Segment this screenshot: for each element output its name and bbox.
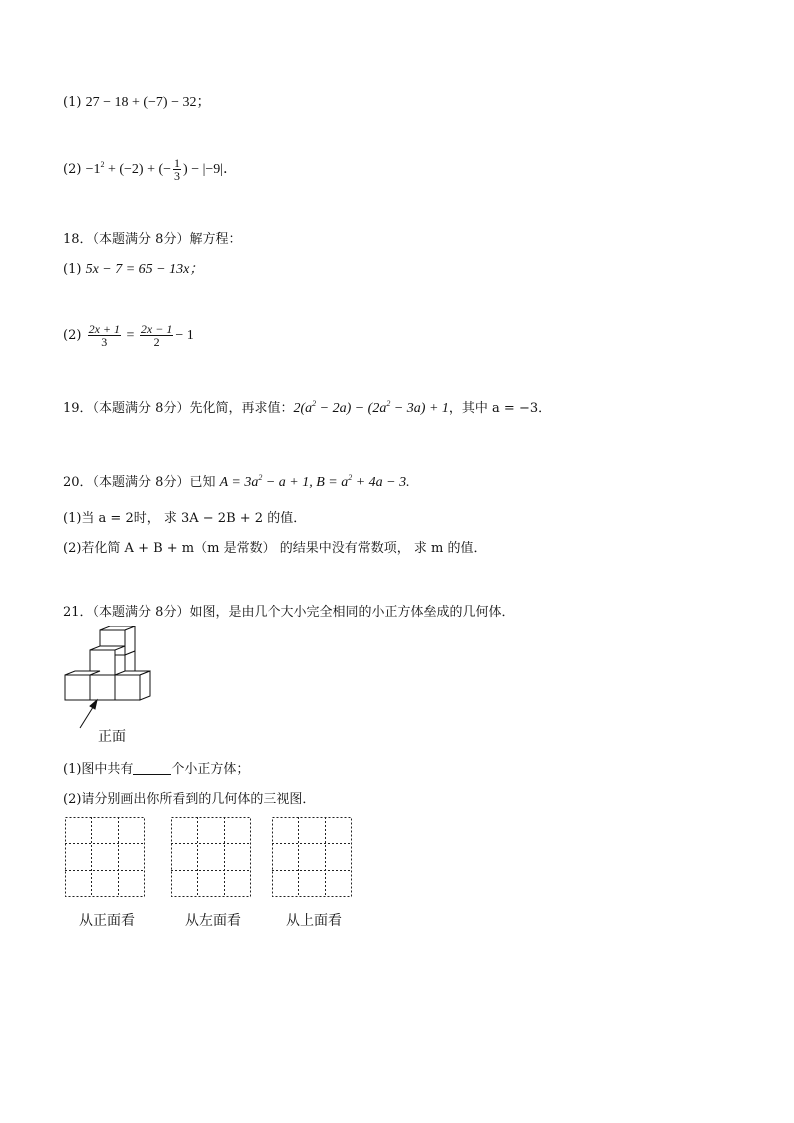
answer-blank[interactable] [133, 762, 171, 775]
cube-face [90, 675, 115, 700]
p17-item1 [63, 94, 210, 112]
front-label: 正面 [98, 729, 126, 745]
p20-item1: (1)当 a = 2时， 求 3A − 2B + 2 的值． [63, 511, 307, 526]
expr-part: − 1 [175, 328, 194, 343]
expr-part: − 2a) − (2a [316, 401, 387, 416]
math-expression: 5x − 7 = 65 − 13x； [85, 262, 204, 277]
item-label: (1) [63, 95, 82, 110]
exponent: 2 [312, 399, 317, 408]
item-label: (2) [63, 162, 82, 177]
expr-part: + (−2) + (− [104, 162, 172, 177]
math-expression [220, 475, 410, 490]
top-view-caption: 从上面看 [286, 913, 342, 929]
item-text: (1)图中共有 [63, 762, 134, 777]
item-label: (1) [63, 262, 82, 277]
expr-part: 2(a [293, 401, 313, 416]
numerator: 2x + 1 [88, 322, 120, 337]
expr-part: + 4a − 3. [352, 475, 410, 490]
problem-header: 19．（本题满分 8分）先化简，再求值： [63, 401, 294, 416]
exponent: 2 [258, 473, 263, 482]
item-label: (2) [63, 328, 82, 343]
math-expression [86, 322, 194, 350]
denominator: 3 [174, 169, 181, 184]
p18-item2 [63, 320, 194, 352]
math-expression [293, 401, 448, 416]
front-view-grid[interactable] [65, 817, 145, 897]
problem-tail: ，其中 a = −3． [448, 401, 552, 416]
exponent: 2 [100, 160, 105, 169]
cube-face [140, 671, 150, 700]
cube-face [125, 626, 135, 655]
left-view-grid[interactable] [171, 817, 251, 897]
cube-stack-figure [60, 626, 170, 736]
denominator: 3 [101, 335, 108, 350]
numerator: 2x − 1 [140, 322, 173, 337]
fraction [173, 157, 181, 182]
p21-header: 21．（本题满分 8分）如图，是由几个大小完全相同的小正方体垒成的几何体． [63, 605, 515, 620]
expr-part: A = 3a [219, 475, 259, 490]
p21-item2: (2)请分别画出你所看到的几何体的三视图． [63, 792, 316, 807]
p20-header [63, 474, 410, 492]
equals: = [123, 328, 138, 343]
p17-item2 [63, 155, 237, 185]
problem-header: 20．（本题满分 8分）已知 [63, 475, 220, 490]
item-text: 个小正方体； [171, 762, 250, 777]
math-expression: 27 − 18 + (−7) − 32； [85, 95, 211, 110]
exponent: 2 [348, 473, 353, 482]
p20-item2: (2)若化简 A + B + m（m 是常数） 的结果中没有常数项， 求 m 的值． [63, 541, 487, 556]
left-view-caption: 从左面看 [185, 913, 241, 929]
p18-header: 18．（本题满分 8分）解方程： [63, 232, 242, 247]
arrow-head-icon [90, 700, 97, 709]
exponent: 2 [386, 399, 391, 408]
fraction [88, 323, 121, 348]
expr-part: − a + 1, B = a [262, 475, 349, 490]
cube-face [115, 675, 140, 700]
p21-item1 [63, 761, 249, 779]
cube-face [65, 675, 90, 700]
expr-part: − 3a) + 1 [390, 401, 449, 416]
top-view-grid[interactable] [272, 817, 352, 897]
p19 [63, 400, 551, 418]
expr-part: −1 [85, 162, 101, 177]
math-expression [85, 156, 238, 184]
p18-item1 [63, 261, 203, 279]
numerator: 1 [174, 156, 181, 171]
front-view-caption: 从正面看 [79, 913, 135, 929]
fraction [140, 323, 173, 348]
denominator: 2 [153, 335, 160, 350]
expr-part: ) − |−9|． [183, 162, 238, 177]
